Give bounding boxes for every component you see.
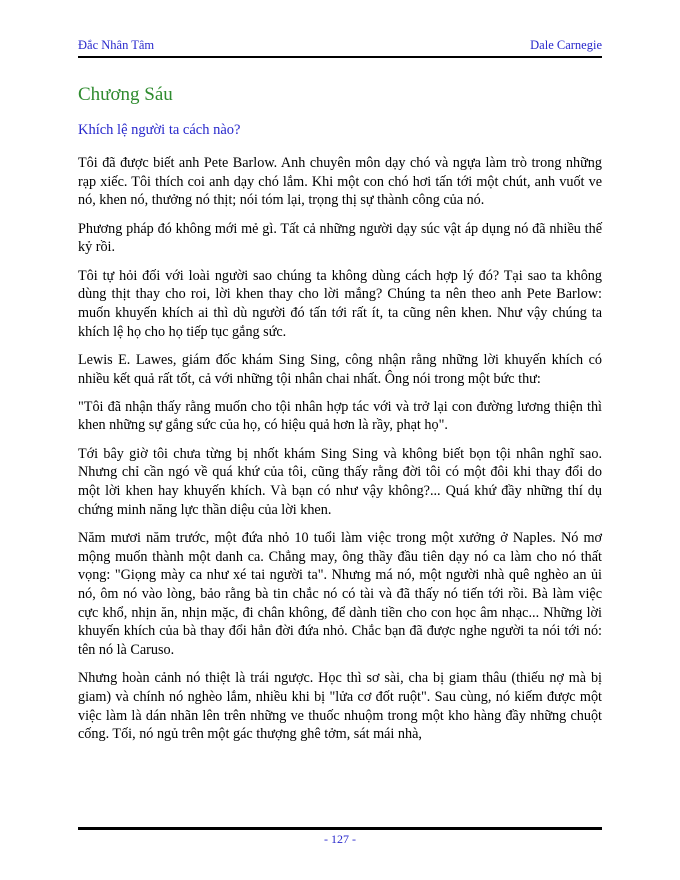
- body-paragraph: Phương pháp đó không mới mẻ gì. Tất cả những người dạy súc vật áp dụng nó đã nhiều thế kỷ rồi.: [78, 220, 602, 256]
- body-text: [78, 154, 602, 744]
- body-paragraph: Lewis E. Lawes, giám đốc khám Sing Sing, công nhận rằng những lời khuyến khích có nhiều kết quả rất tốt, cả với những tội nhân chai nhất. Ông nói trong một bức thư:: [78, 351, 602, 387]
- page-number: - 127 -: [324, 832, 356, 846]
- page-header: [78, 38, 602, 53]
- body-paragraph: Tôi đã được biết anh Pete Barlow. Anh chuyên môn dạy chó và ngựa làm trò trong những rạp xiếc. Tôi thích coi anh dạy chó lắm. Khi một con chó hơi tấn tới một chút, anh vuốt ve nó, khen nó, thưởng nó thịt; nói tóm lại, trọng thị sự thành công của nó.: [78, 155, 602, 209]
- body-paragraph: Nhưng hoàn cảnh nó thiệt là trái ngược. Học thì sơ sài, cha bị giam thâu (thiếu nợ mà bị giam) và chính nó nghèo lắm, nhiều khi bị "lửa cơ đốt ruột". Sau cùng, nó kiếm được một việc làm là dán nhãn lên trên những ve thuốc nhuộm trong một kho hàng đầy những chuột cống. Tối, nó ngủ trên một gác thượng ghê tởm, sát mái nhà,: [78, 670, 602, 743]
- header-divider: [78, 56, 602, 58]
- header-author: Dale Carnegie: [530, 38, 602, 52]
- body-paragraph: Năm mươi năm trước, một đứa nhỏ 10 tuổi làm việc trong một xưởng ở Naples. Nó mơ mộng muốn thành một danh ca. Chẳng may, ông thầy đầu tiên dạy nó ca làm cho nó thất vọng: "Giọng mày ca như xé tai người ta". Nhưng má nó, một người nhà quê nghèo an ủi nó, ôm nó vào lòng, bảo rằng bà tin chắc nó có tài và đã thấy nó tiến tới rồi. Bà làm việc cực khổ, nhịn ăn, nhịn mặc, đi chân không, để dành tiền cho con học âm nhạc... Những lời khuyến khích của bà thay đổi hẳn đời đứa nhỏ. Chắc bạn đã được nghe người ta nói tới nó: tên nó là Caruso.: [78, 529, 602, 659]
- page-footer: [78, 827, 602, 847]
- body-paragraph: Tới bây giờ tôi chưa từng bị nhốt khám Sing Sing và không biết bọn tội nhân nghĩ sao. Nhưng chỉ cần ngó về quá khứ của tôi, cũng thấy rằng đời tôi có một đôi khi thay đổi do một lời khen hay khuyến khích. Và bạn có như vậy không?... Quá khứ đầy những thí dụ chứng minh năng lực thần diệu của lời khen.: [78, 445, 602, 518]
- header-book-title: Đắc Nhân Tâm: [78, 38, 155, 52]
- footer-divider: [78, 827, 602, 830]
- body-paragraph: Tôi tự hỏi đối với loài người sao chúng ta không dùng cách hợp lý đó? Tại sao ta không dùng thịt thay cho roi, lời khen thay cho lời mắng? Chúng ta nên theo anh Pete Barlow: muốn khuyến khích ai thì dù người đó tấn tới rất ít, ta cũng nên khen. Như vậy chúng ta khích lệ họ cho họ tiếp tục gắng sức.: [78, 267, 602, 340]
- chapter-title: Chương Sáu: [78, 84, 173, 105]
- chapter-subtitle: Khích lệ người ta cách nào?: [78, 122, 241, 138]
- body-paragraph: "Tôi đã nhận thấy rằng muốn cho tội nhân hợp tác với và trở lại con đường lương thiện thì khen những sự gắng sức của họ, có hiệu quả hơn là rầy, phạt họ".: [78, 398, 602, 434]
